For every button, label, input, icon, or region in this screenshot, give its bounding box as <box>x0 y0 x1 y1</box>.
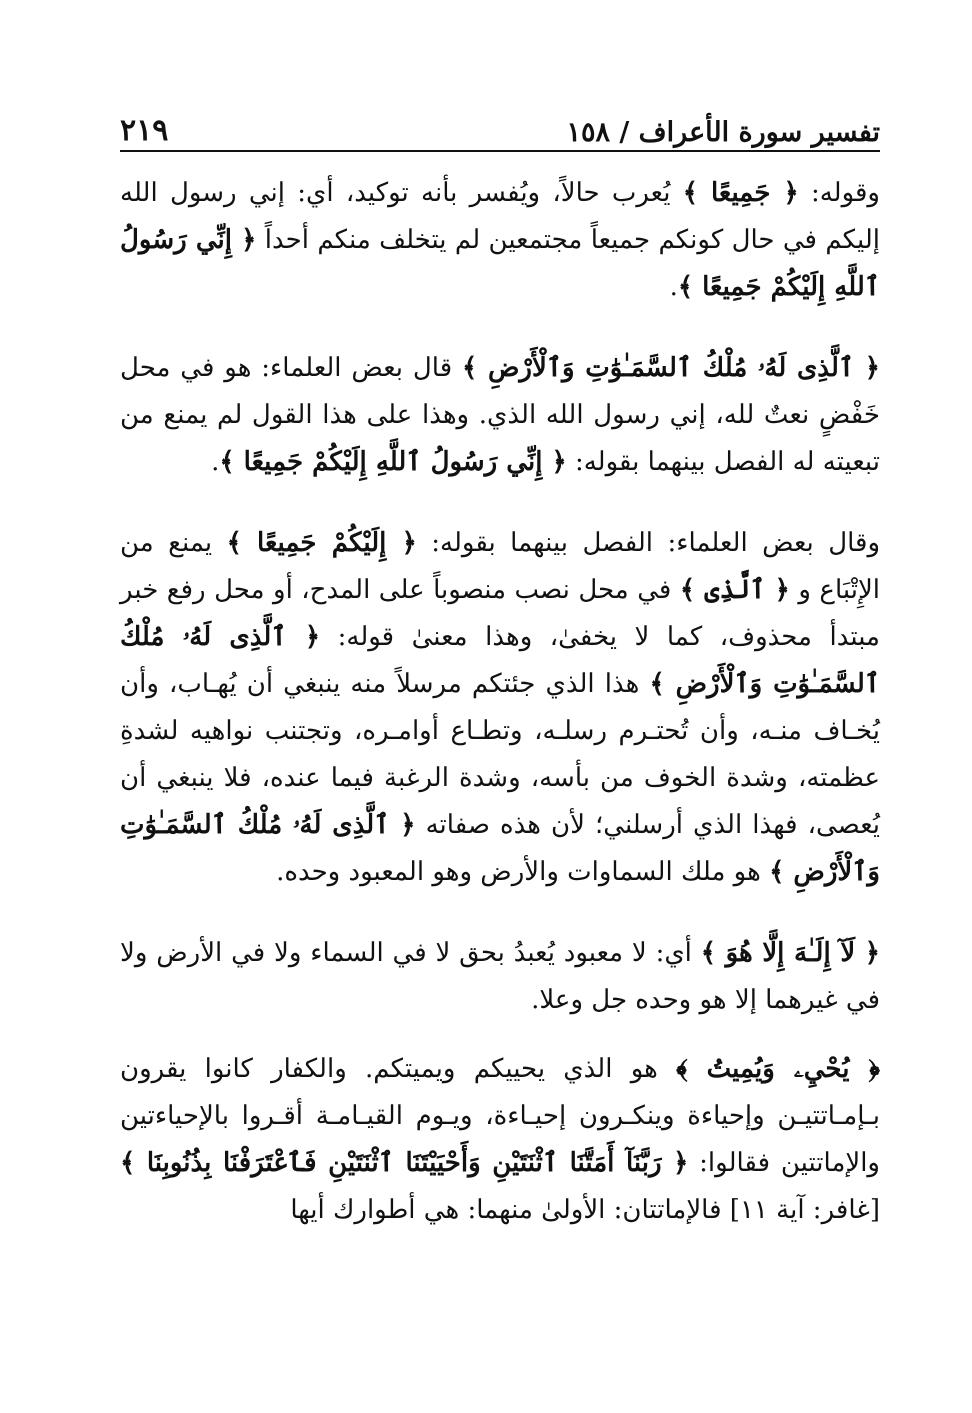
running-title: تفسير سورة الأعراف / ١٥٨ <box>566 117 880 148</box>
body-text: يمنع من الإِتْبَاع و <box>120 528 880 605</box>
body-text: قال بعض العلماء: هو في محل خَفْضٍ نعتٌ لله، إني رسول الله الذي. وهذا على هذا القول لم يمنع من تبعيته له الفصل بينهما بقوله: <box>120 353 881 477</box>
quran-quote: ﴿ لَآ إِلَـٰهَ إِلَّا هُوَ ﴾ <box>700 938 880 968</box>
quran-quote: ﴿ إِنِّي رَسُولُ ٱللَّهِ إِلَيْكُمْ جَمِيعًا ﴾ <box>219 447 567 477</box>
paragraph <box>120 1046 880 1234</box>
body-text: هو الذي يحييكم ويميتكم. والكفار كانوا يقرون بـإمـاتتيـن وإحياءة وينكـرون إحيـاءة، ويـوم القيـامـة أقـروا بالإحياءتين والإماتتين فقالوا: <box>120 1054 880 1178</box>
body-text: وقال بعض العلماء: الفصل بينهما بقوله: <box>416 528 881 558</box>
page-header <box>120 96 880 148</box>
body-text: وقوله: <box>798 178 880 208</box>
quran-quote: ﴿ يُحْيِۦ وَيُمِيتُ ﴾ <box>676 1054 880 1084</box>
quran-quote: ﴿ جَمِيعًا ﴾ <box>682 178 799 208</box>
quran-quote: ﴿ رَبَّنَآ أَمَتَّنَا ٱثْنَتَيْنِ وَأَحْيَيْتَنَا ٱثْنَتَيْنِ فَٱعْتَرَفْنَا بِذُنُوبِنَا ﴾ <box>120 1148 689 1178</box>
paragraph <box>120 520 880 896</box>
body-text: هذا الذي جئتكم مرسلاً منه ينبغي أن يُهـاب، وأن يُخـاف منـه، وأن تُحتـرم رسلـه، وتطـاع أوامـره، وتجتنب نواهيه لشدةِ عظمته، وشدة الخوف من بأسه، وشدة الرغبة فيما عنده، فلا ينبغي أن يُعصى، فهذا الذي أرسلني؛ لأن هذه صفاته <box>120 669 881 840</box>
quran-quote: ﴿ ٱلَّذِى لَهُۥ مُلْكُ ٱلسَّمَـٰوَٰتِ وَٱلْأَرْضِ ﴾ <box>462 353 880 383</box>
quran-quote: ﴿ إِنِّي رَسُولُ ٱللَّهِ إِلَيْكُمْ جَمِيعًا ﴾ <box>120 225 880 302</box>
body-text: . <box>669 272 678 302</box>
body-text: . <box>211 447 220 477</box>
body-text: في محل نصب منصوباً على المدح، أو محل رفع خبر مبتدأ محذوف، كما لا يخفىٰ، وهذا معنىٰ قوله: <box>120 575 880 652</box>
body-text: يُعرب حالاً، ويُفسر بأنه توكيد، أي: إني رسول الله إليكم في حال كونكم جميعاً مجتمعين لم يتخلف منكم أحداً <box>120 178 881 255</box>
body-text: [غافر: آية ١١] فالإماتتان: الأولىٰ منهما: هي أطوارك أيها <box>290 1195 880 1225</box>
page-body <box>120 170 880 1234</box>
page-number: ٢١٩ <box>120 113 169 148</box>
body-text: هو ملك السماوات والأرض وهو المعبود وحده. <box>276 857 770 887</box>
paragraph <box>120 345 880 486</box>
paragraph <box>120 170 880 311</box>
quran-quote: ﴿ ٱلَّذِى لَهُۥ مُلْكُ ٱلسَّمَـٰوَٰتِ وَٱلْأَرْضِ ﴾ <box>120 622 880 699</box>
quran-quote: ﴿ ٱلَّذِى لَهُۥ مُلْكُ ٱلسَّمَـٰوَٰتِ وَٱلْأَرْضِ ﴾ <box>120 810 880 887</box>
paragraph <box>120 930 880 1024</box>
header-rule <box>120 150 880 152</box>
quran-quote: ﴿ إِلَيْكُمْ جَمِيعًا ﴾ <box>226 528 417 558</box>
body-text: أي: لا معبود يُعبدُ بحق لا في السماء ولا في الأرض ولا في غيرهما إلا هو وحده جل وعلا. <box>120 938 880 1015</box>
quran-quote: ﴿ ٱلَّذِى ﴾ <box>679 575 790 605</box>
